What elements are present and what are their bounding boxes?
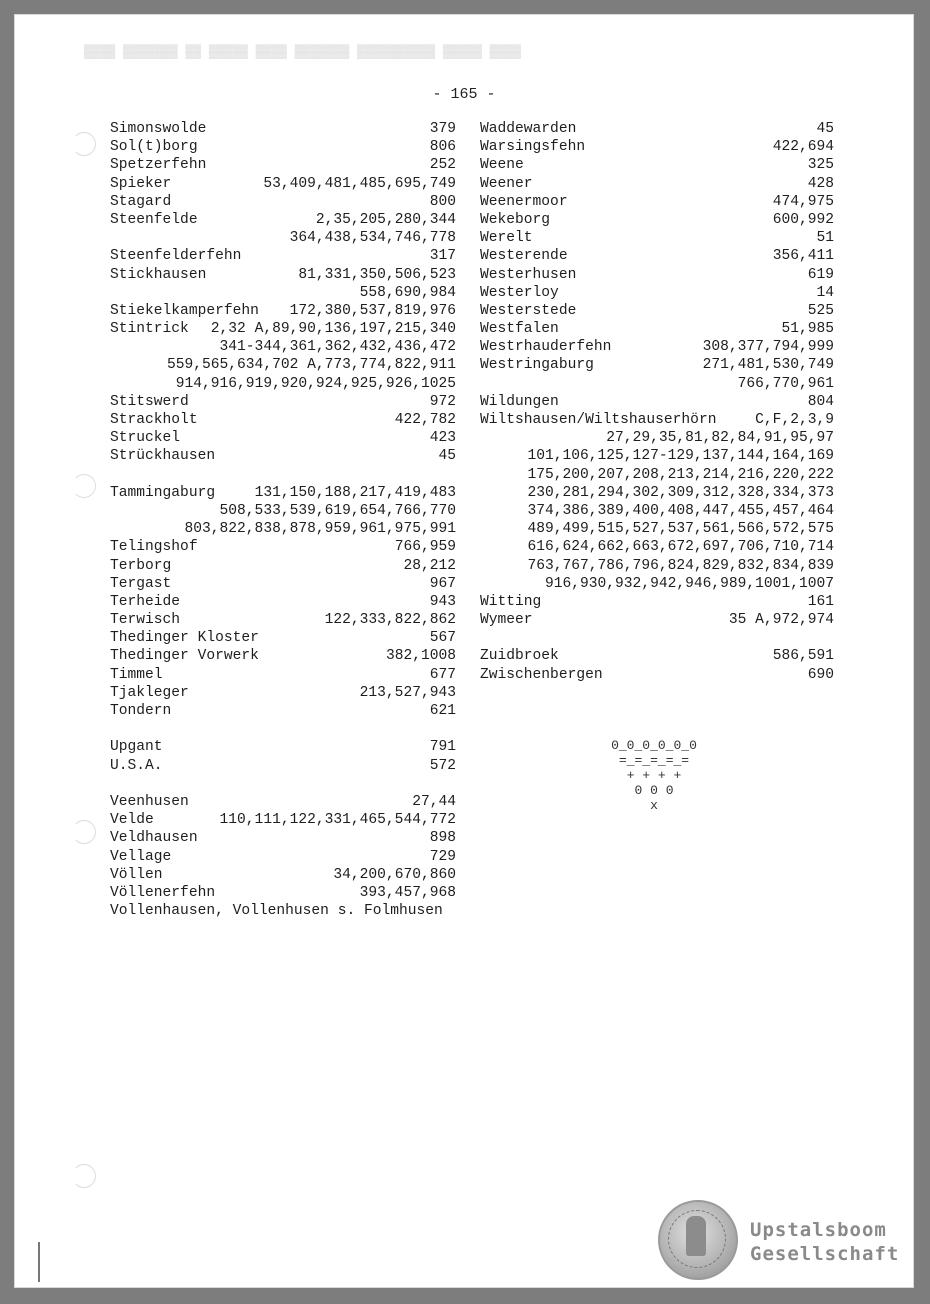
index-entry [110, 193, 456, 211]
page-references: 53,409,481,485,695,749 [263, 175, 456, 192]
place-name: Veldhausen [110, 830, 198, 847]
binding-mark [38, 1242, 40, 1282]
page-references: 943 [429, 593, 456, 610]
place-name: Upgant [110, 739, 163, 756]
place-name: Steenfelde [110, 211, 198, 228]
seal-figure [686, 1216, 706, 1256]
index-entry [110, 848, 456, 866]
index-entry-continuation [480, 429, 834, 447]
page-references: 621 [429, 703, 456, 719]
page-references: 916,930,932,942,946,989,1001,1007 [544, 575, 834, 592]
page-references: 572 [429, 757, 456, 774]
watermark-line-1: Upstalsboom [750, 1219, 887, 1241]
page-references: 161 [807, 593, 834, 610]
place-name: Veenhusen [110, 793, 189, 810]
page-references: 172,380,537,819,976 [289, 302, 456, 319]
place-name: Terheide [110, 593, 181, 610]
index-entry [480, 302, 834, 320]
page-references: 34,200,670,860 [333, 866, 456, 883]
index-entry-continuation [110, 338, 456, 356]
place-name: Terborg [110, 557, 172, 574]
page-references: 110,111,122,331,465,544,772 [219, 812, 456, 829]
place-name: Westerstede [480, 302, 577, 319]
page-references: 14 [816, 284, 834, 301]
page-references: 27,29,35,81,82,84,91,95,97 [606, 430, 834, 447]
index-entry [110, 156, 456, 174]
page-references: 914,916,919,920,924,925,926,1025 [175, 375, 456, 392]
index-entry [480, 338, 834, 356]
place-name: Tondern [110, 703, 172, 719]
page-references: 213,527,943 [359, 684, 456, 701]
index-column-right [480, 120, 834, 684]
page-references: 45 [438, 448, 456, 465]
index-entry [110, 884, 456, 902]
punch-hole [72, 1164, 96, 1188]
place-name: U.S.A. [110, 757, 163, 774]
place-name: Westerloy [480, 284, 559, 301]
page-references: 308,377,794,999 [702, 339, 834, 356]
place-name: Terwisch [110, 612, 181, 629]
page-references: 51,985 [781, 321, 834, 338]
place-name: Weenermoor [480, 193, 568, 210]
page-references: 690 [807, 666, 834, 683]
page-references: 2,35,205,280,344 [315, 211, 456, 228]
page-references: 325 [807, 157, 834, 174]
page-references: 898 [429, 830, 456, 847]
index-entry-continuation [480, 538, 834, 556]
index-entry [480, 356, 834, 374]
page-references: 600,992 [772, 211, 834, 228]
place-name: Zwischenbergen [480, 666, 603, 683]
index-entry-continuation [110, 356, 456, 374]
index-spacer [480, 629, 834, 647]
page-references: 763,767,786,796,824,829,832,834,839 [527, 557, 834, 574]
index-entry [110, 793, 456, 811]
index-entry-continuation [480, 520, 834, 538]
page-references: 81,331,350,506,523 [298, 266, 456, 283]
page-references: 619 [807, 266, 834, 283]
index-entry [110, 538, 456, 556]
index-entry [110, 120, 456, 138]
index-entry [110, 611, 456, 629]
place-name: Völlenerfehn [110, 884, 216, 901]
page-references: 586,591 [772, 648, 834, 665]
index-entry [110, 647, 456, 665]
page-references: 175,200,207,208,213,214,216,220,222 [527, 466, 834, 483]
index-entry [480, 611, 834, 629]
place-name: Werelt [480, 230, 533, 247]
page-references: 422,782 [394, 412, 456, 428]
page-references: 131,150,188,217,419,483 [254, 484, 456, 501]
page-references: 800 [429, 193, 456, 210]
page-references: C,F,2,3,9 [755, 412, 834, 428]
page-references: 558,690,984 [359, 284, 456, 301]
place-name: Westerende [480, 248, 568, 265]
place-name: Vellage [110, 848, 172, 865]
ornament-line: + + + + [626, 768, 682, 783]
place-name: Westringaburg [480, 357, 594, 374]
place-name: Sol(t)borg [110, 139, 198, 156]
index-entry [110, 557, 456, 575]
place-name: Stitswerd [110, 393, 189, 410]
index-entry [110, 138, 456, 156]
index-entry-continuation [480, 557, 834, 575]
index-entry [110, 593, 456, 611]
place-name: Westfalen [480, 321, 559, 338]
page-references: 45 [816, 121, 834, 137]
page-references: 972 [429, 393, 456, 410]
place-name: Simonswolde [110, 121, 207, 137]
place-name: Telingshof [110, 539, 198, 556]
page-references: 489,499,515,527,537,561,566,572,575 [527, 521, 834, 538]
bleed-through-text: ▓▓▓▓ ▓▓▓▓▓▓▓ ▓▓ ▓▓▓▓▓ ▓▓▓▓ ▓▓▓▓▓▓▓ ▓▓▓▓▓▓▓▓▓▓ ▓▓▓▓▓ ▓▓▓▓ [84, 44, 521, 59]
page-references: 422,694 [772, 139, 834, 156]
place-name: Velde [110, 812, 154, 829]
page-references: 317 [429, 248, 456, 265]
ornament-line: =_=_=_=_= [618, 753, 690, 768]
page-references: 252 [429, 157, 456, 174]
place-name: Zuidbroek [480, 648, 559, 665]
page-references: 51 [816, 230, 834, 247]
index-entry-continuation [480, 502, 834, 520]
ornament-line: 0_0_0_0_0_0 [611, 738, 697, 753]
watermark-line-2: Gesellschaft [750, 1243, 900, 1265]
page-references: 356,411 [772, 248, 834, 265]
index-entry [480, 175, 834, 193]
place-name: Steenfelderfehn [110, 248, 242, 265]
index-entry [110, 175, 456, 193]
index-entry [110, 447, 456, 465]
place-name: Warsingsfehn [480, 139, 586, 156]
index-spacer [110, 720, 456, 738]
page-references: 393,457,968 [359, 884, 456, 901]
place-name: Struckel [110, 430, 181, 447]
page-references: 428 [807, 175, 834, 192]
index-column-left [110, 120, 456, 920]
place-name: Vollenhausen, Vollenhusen s. Folmhusen [110, 903, 443, 920]
index-entry [110, 320, 456, 338]
place-name: Wildungen [480, 393, 559, 410]
place-name: Stickhausen [110, 266, 207, 283]
index-entry [480, 666, 834, 684]
index-entry [110, 702, 456, 720]
index-entry [480, 266, 834, 284]
place-name: Weener [480, 175, 533, 192]
index-entry-continuation [480, 375, 834, 393]
place-name: Strackholt [110, 412, 198, 428]
index-entry [110, 575, 456, 593]
page-references: 423 [429, 430, 456, 447]
place-name: Timmel [110, 666, 163, 683]
index-entry [110, 866, 456, 884]
place-name: Wymeer [480, 612, 533, 629]
index-entry [480, 411, 834, 429]
index-entry [480, 211, 834, 229]
index-entry [480, 193, 834, 211]
index-entry [110, 411, 456, 429]
place-name: Weene [480, 157, 524, 174]
page-references: 271,481,530,749 [702, 357, 834, 374]
page-references: 559,565,634,702 A,773,774,822,911 [166, 357, 456, 374]
index-entry [480, 156, 834, 174]
index-entry [480, 120, 834, 138]
page-references: 2,32 A,89,90,136,197,215,340 [210, 321, 456, 338]
page-references: 230,281,294,302,309,312,328,334,373 [527, 484, 834, 501]
index-entry-continuation [480, 484, 834, 502]
page-references: 803,822,838,878,959,961,975,991 [184, 521, 456, 538]
index-entry [110, 302, 456, 320]
page-references: 729 [429, 848, 456, 865]
index-entry [110, 211, 456, 229]
page-references: 508,533,539,619,654,766,770 [219, 502, 456, 519]
place-name: Tammingaburg [110, 484, 216, 501]
index-entry [480, 647, 834, 665]
index-entry [480, 247, 834, 265]
place-name: Westrhauderfehn [480, 339, 612, 356]
place-name: Witting [480, 593, 542, 610]
index-entry-continuation [480, 575, 834, 593]
index-entry [110, 393, 456, 411]
place-name: Tjakleger [110, 684, 189, 701]
place-name: Wiltshausen/Wiltshauserhörn [480, 412, 717, 428]
page-references: 374,386,389,400,408,447,455,457,464 [527, 502, 834, 519]
index-entry [110, 266, 456, 284]
place-name: Tergast [110, 575, 172, 592]
place-name: Wekeborg [480, 211, 551, 228]
index-entry [480, 593, 834, 611]
page-references: 567 [429, 630, 456, 647]
page-references: 967 [429, 575, 456, 592]
index-entry [110, 811, 456, 829]
document-page [14, 14, 914, 1288]
place-name: Strückhausen [110, 448, 216, 465]
page-references: 28,212 [403, 557, 456, 574]
page-references: 474,975 [772, 193, 834, 210]
place-name: Spieker [110, 175, 172, 192]
index-entry-continuation [110, 375, 456, 393]
index-entry-continuation [480, 447, 834, 465]
punch-hole [72, 474, 96, 498]
index-entry [110, 829, 456, 847]
place-name: Stagard [110, 193, 172, 210]
page-references: 766,959 [394, 539, 456, 556]
ornament-line: x [650, 798, 658, 813]
page-references: 804 [807, 393, 834, 410]
place-name: Waddewarden [480, 121, 577, 137]
place-name: Westerhusen [480, 266, 577, 283]
page-references: 364,438,534,746,778 [289, 230, 456, 247]
index-entry [110, 684, 456, 702]
typewriter-ornament [604, 738, 704, 813]
place-name: Spetzerfehn [110, 157, 207, 174]
page-references: 806 [429, 139, 456, 156]
place-name: Stiekelkamperfehn [110, 302, 259, 319]
index-entry [480, 229, 834, 247]
index-spacer [110, 466, 456, 484]
place-name: Völlen [110, 866, 163, 883]
index-entry [110, 484, 456, 502]
page-references: 525 [807, 302, 834, 319]
page-references: 677 [429, 666, 456, 683]
page-references: 766,770,961 [737, 375, 834, 392]
index-entry [480, 138, 834, 156]
index-entry [110, 738, 456, 756]
index-spacer [110, 775, 456, 793]
page-references: 341-344,361,362,432,436,472 [219, 339, 456, 356]
index-entry-continuation [110, 502, 456, 520]
punch-hole [72, 820, 96, 844]
place-name: Stintrick [110, 321, 189, 338]
index-entry [110, 629, 456, 647]
index-entry [480, 320, 834, 338]
page-references: 101,106,125,127-129,137,144,164,169 [527, 448, 834, 465]
index-entry [110, 757, 456, 775]
index-entry [110, 247, 456, 265]
page-references: 122,333,822,862 [324, 612, 456, 629]
ornament-line: 0 0 0 [634, 783, 674, 798]
place-name: Thedinger Kloster [110, 630, 259, 647]
place-name: Thedinger Vorwerk [110, 648, 259, 665]
page-references: 27,44 [412, 793, 456, 810]
index-entry-continuation [110, 284, 456, 302]
index-entry [480, 284, 834, 302]
index-entry-continuation [110, 229, 456, 247]
page-references: 791 [429, 739, 456, 756]
page-number: - 165 - [432, 86, 496, 103]
page-references: 379 [429, 121, 456, 137]
publisher-watermark [750, 1218, 899, 1266]
index-entry [110, 429, 456, 447]
page-references: 382,1008 [385, 648, 456, 665]
page-references: 35 A,972,974 [728, 612, 834, 629]
page-references: 616,624,662,663,672,697,706,710,714 [527, 539, 834, 556]
index-entry [480, 393, 834, 411]
index-entry-continuation [480, 466, 834, 484]
society-seal [658, 1200, 738, 1280]
index-entry [110, 902, 456, 920]
punch-hole [72, 132, 96, 156]
index-entry-continuation [110, 520, 456, 538]
index-entry [110, 666, 456, 684]
